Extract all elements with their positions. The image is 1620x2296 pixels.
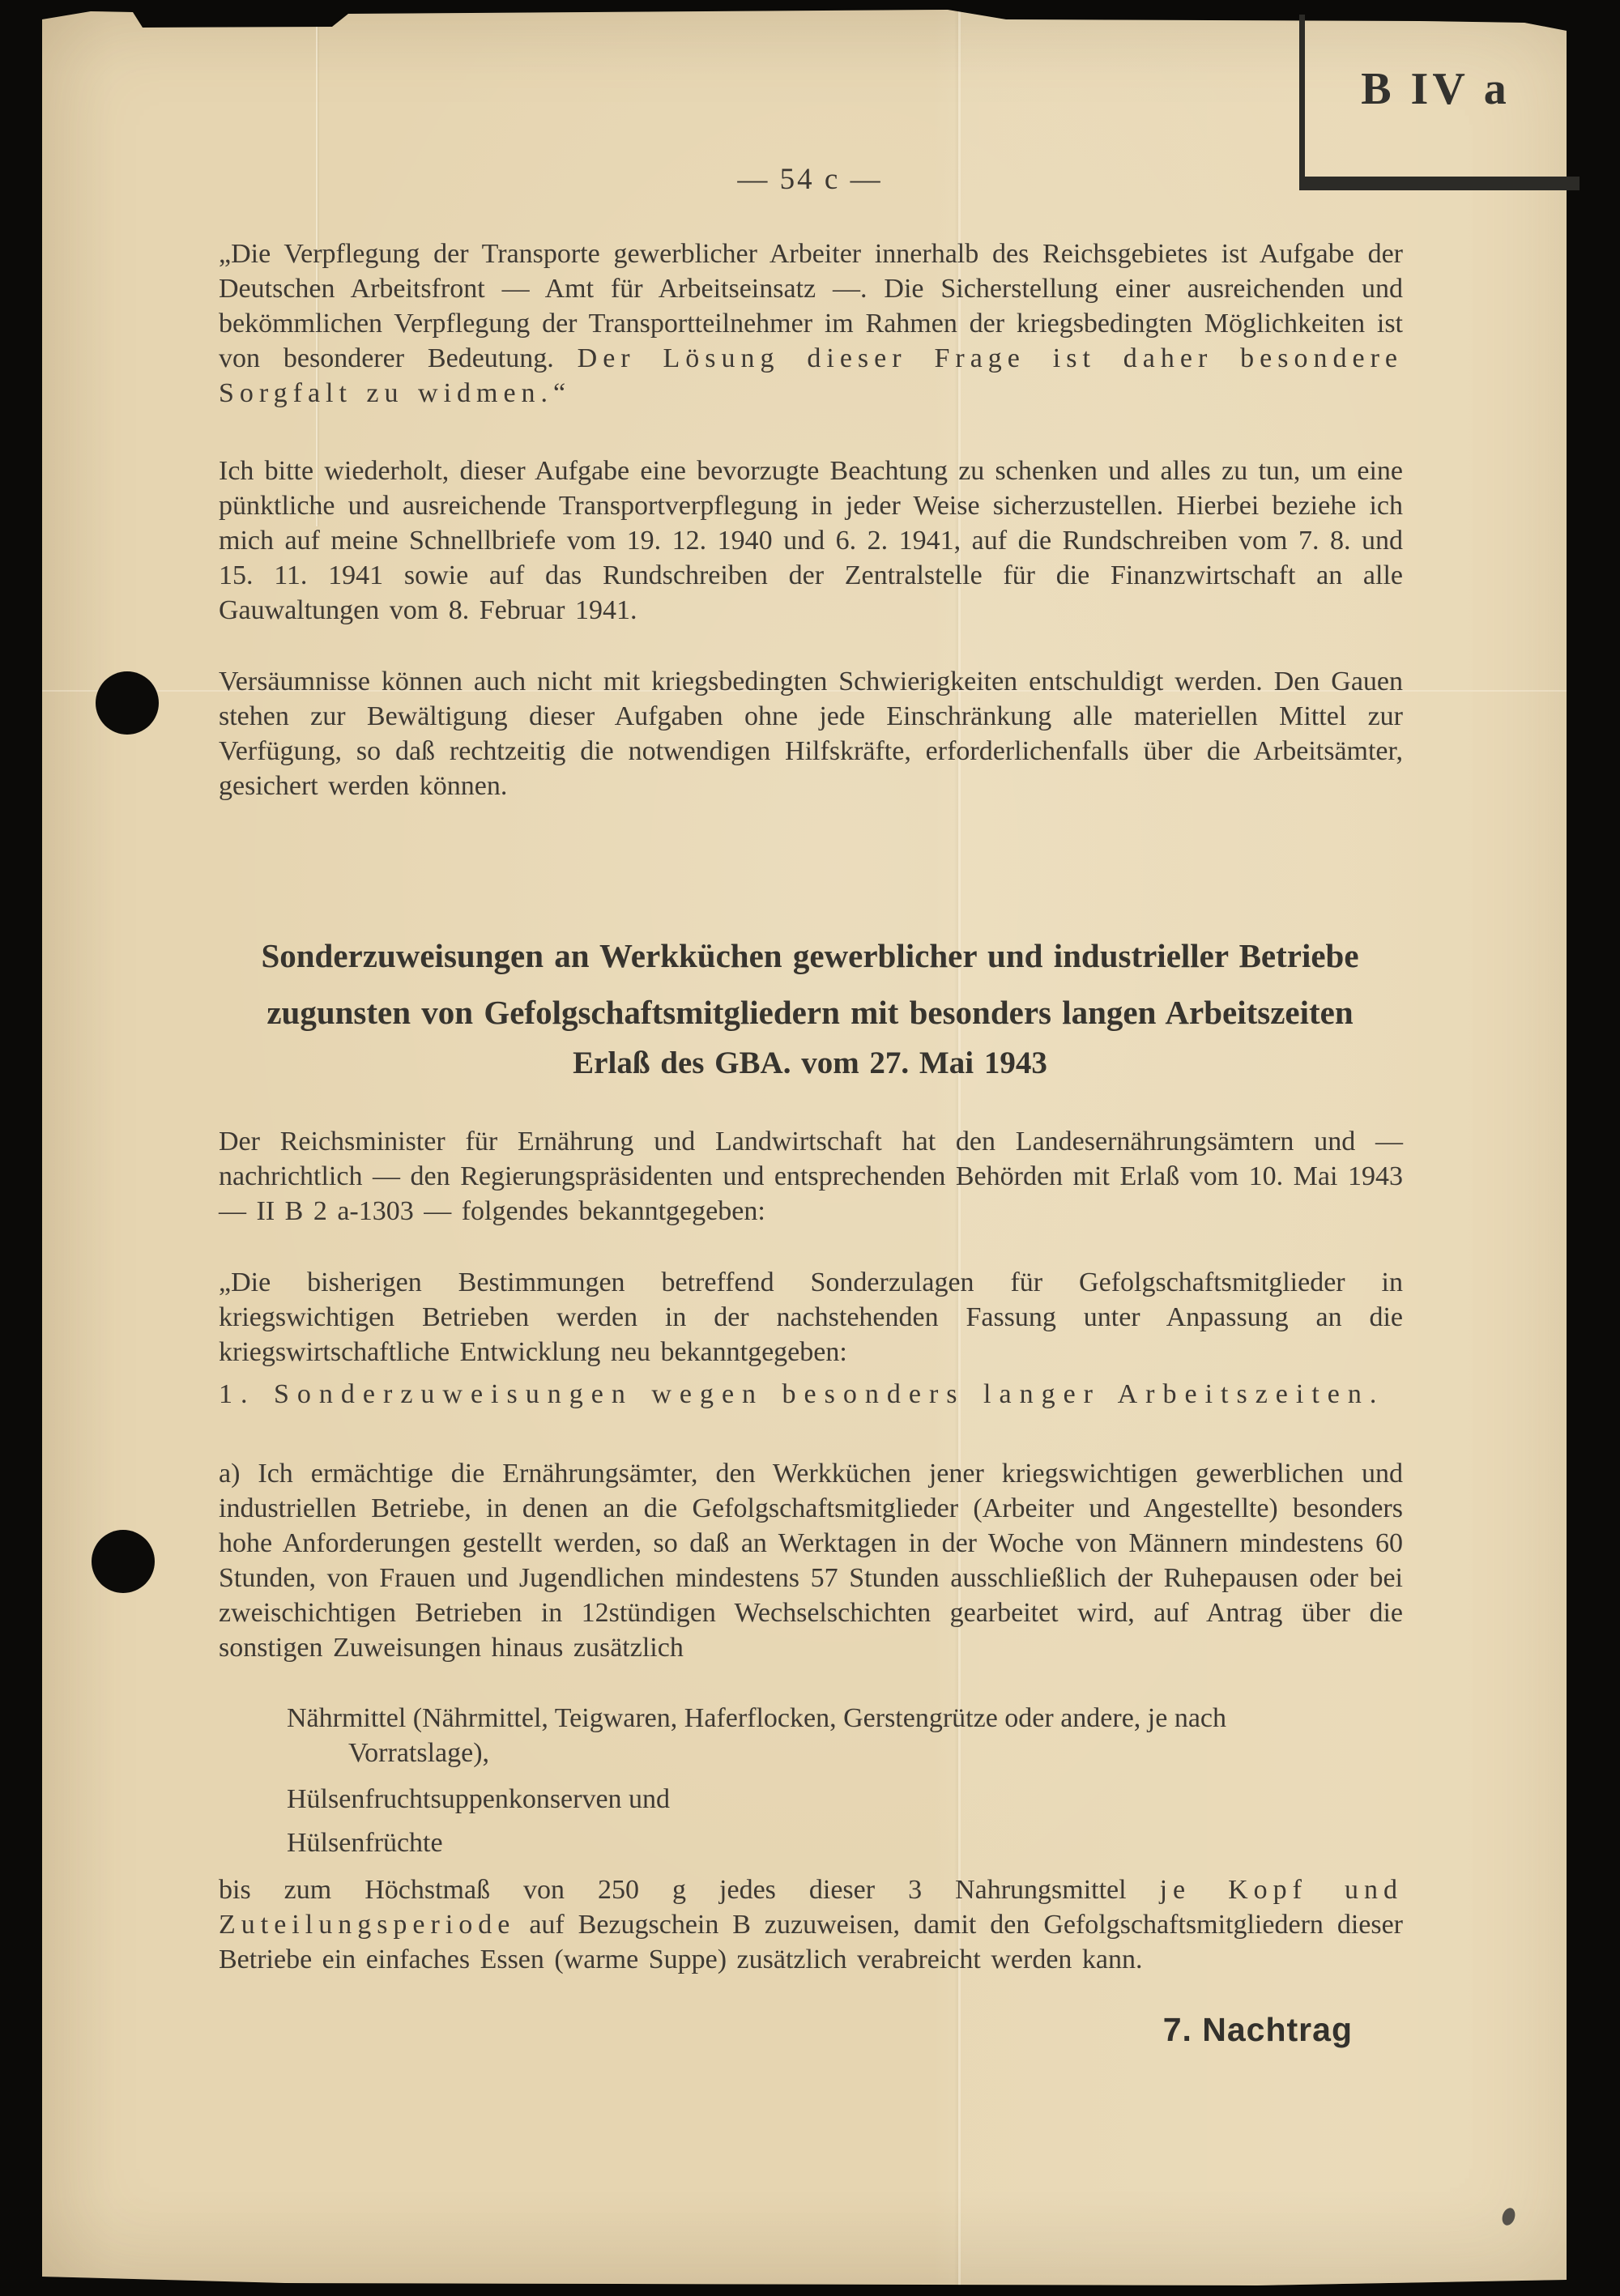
- allocation-item-huelsenfruchtsuppenkonserven: Hülsenfruchtsuppenkonserven und: [287, 1784, 671, 1814]
- decree-title-line2: zugunsten von Gefolgschaftsmitgliedern mit besonders langen Arbeitszeiten: [266, 994, 1354, 1031]
- allocation-item-naehrmittel: Nährmittel (Nährmittel, Teigwaren, Haferflocken, Gerstengrütze oder andere, je nach Vorratslage),: [287, 1703, 1227, 1768]
- paragraph-schnellbriefe: Ich bitte wiederholt, dieser Aufgabe eine bevorzugte Beachtung zu schenken und alles zu tun, um eine pünktliche und ausreichende Transportverpflegung in jeder Weise sicherzustellen. Hierbei beziehe ich mich auf meine Schnellbriefe vom 19. 12. 1940 und 6. 2. 1941, auf die Rundschreiben vom 7. 8. und 15. 11. 1941 sowie auf das Rundschreiben der Zentralstelle für die Finanzwirtschaft an alle Gauwaltungen vom 8. Februar 1941.: [219, 456, 1403, 625]
- paragraph-versaeumnisse: Versäumnisse können auch nicht mit kriegsbedingten Schwierigkeiten entschuldigt werden. Den Gauen stehen zur Bewältigung dieser Aufgaben ohne jede Einschränkung alle materiellen Mittel zur Verfügung, so daß rechtzeitig die notwendigen Hilfskräfte, erforderlichenfalls über die Arbeitsämter, gesichert werden können.: [219, 667, 1403, 801]
- hole-punch-top: [96, 671, 159, 735]
- decree-subtitle: Erlaß des GBA. vom 27. Mai 1943: [573, 1046, 1047, 1080]
- hole-punch-bottom: [92, 1530, 155, 1593]
- paragraph-bestimmungen-quote: „Die bisherigen Bestimmungen betreffend Sonderzulagen für Gefolgschaftsmitglieder in kriegswichtigen Betrieben werden in der nachstehenden Fassung unter Anpassung an die kriegswirtschaftliche Entwicklung neu bekanntgegeben:: [219, 1267, 1403, 1367]
- clause-text-emphasized: 1. Sonderzuweisungen wegen besonders langer Arbeitszeiten.: [219, 1379, 1385, 1409]
- classification-label: B IV a: [1361, 64, 1511, 114]
- page-number: — 54 c —: [737, 163, 883, 196]
- paragraph-clause-a: a) Ich ermächtige die Ernährungsämter, den Werkküchen jener kriegswichtigen gewerblichen und industriellen Betriebe, in denen an die Gefolgschaftsmitglieder (Arbeiter und Angestellte) besonders hohe Anforderungen gestellt werden, so daß an Werktagen in der Woche von Männern mindestens 60 Stunden, von Frauen und Jugendlichen mindestens 57 Stunden ausschließlich der Ruhepausen oder bei zweischichtigen Betrieben in 12stündigen Wechselschichten gearbeitet wird, auf Antrag über die sonstigen Zuweisungen hinaus zusätzlich: [219, 1459, 1403, 1663]
- paragraph-transport-verpflegung: [219, 236, 1403, 411]
- decree-title-line1: Sonderzuweisungen an Werkküchen gewerblicher und industrieller Betriebe: [261, 937, 1359, 974]
- allocation-item-huelsenfruechte: Hülsenfrüchte: [287, 1828, 443, 1858]
- clause-1-sonderzuweisungen: [219, 1377, 1403, 1412]
- paragraph-reichsminister-intro: Der Reichsminister für Ernährung und Landwirtschaft hat den Landesernährungsämtern und — nachrichtlich — den Regierungspräsidenten und entsprechenden Behörden mit Erlaß vom 10. Mai 1943 — II B 2 a-1303 — folgendes bekanntgegeben:: [219, 1127, 1403, 1226]
- paragraph-text: „Die Verpflegung der Transporte gewerblicher Arbeiter innerhalb des Reichsgebietes ist Aufgabe der Deutschen Arbeitsfront — Amt für Arbeitseinsatz —. Die Sicherstellung einer ausreichenden und bekömmlichen Verpflegung der Transportteilnehmer im Rahmen der kriegsbedingten Möglichkeiten ist von besonderer Bedeutung.: [219, 239, 1403, 373]
- supplement-label: 7. Nachtrag: [1162, 2011, 1353, 2048]
- paragraph-text-emphasized: Der Lösung dieser Frage ist daher besondere Sorgfalt zu widmen.“: [219, 343, 1403, 408]
- paragraph-hoechstmass: [219, 1872, 1403, 1977]
- paragraph-text-emphasized: je Kopf und Zuteilungsperiode: [219, 1875, 1403, 1940]
- classification-box-left-rule: [1299, 15, 1305, 186]
- paragraph-text: bis zum Höchstmaß von 250 g jedes dieser 3 Nahrungsmittel: [219, 1875, 1160, 1905]
- paragraph-text: auf Bezugschein B zuzuweisen, damit den Gefolgschaftsmitgliedern dieser Betriebe ein einfaches Essen (warme Suppe) zusätzlich verabreicht werden kann.: [219, 1910, 1403, 1974]
